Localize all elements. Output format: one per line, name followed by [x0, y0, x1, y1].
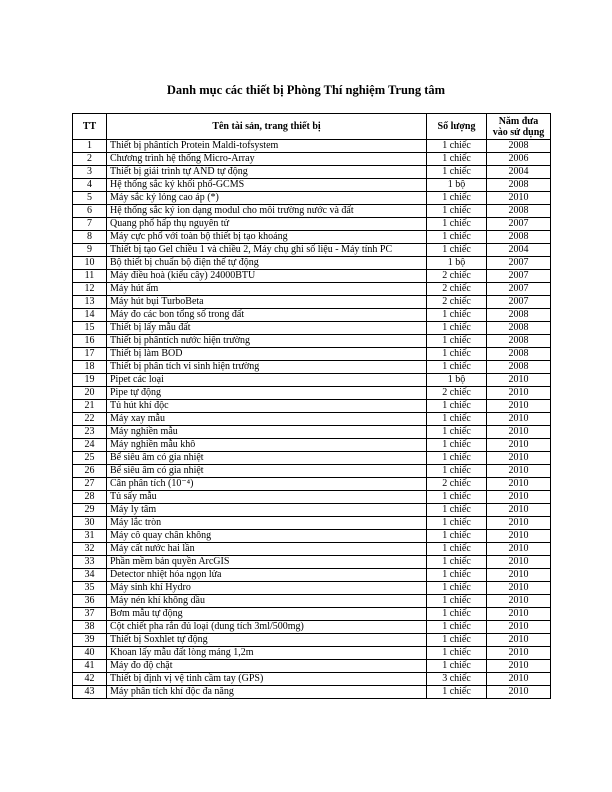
equipment-name-cell: Máy nén khí không dầu — [107, 595, 427, 608]
row-number-cell: 42 — [73, 673, 107, 686]
quantity-cell: 1 chiếc — [427, 660, 487, 673]
equipment-name-cell: Thiết bị giải trình tự AND tự động — [107, 166, 427, 179]
year-cell: 2010 — [487, 634, 551, 647]
year-cell: 2010 — [487, 413, 551, 426]
table-row — [73, 686, 551, 699]
year-cell: 2010 — [487, 491, 551, 504]
table-row — [73, 543, 551, 556]
equipment-name-cell: Bơm mẫu tự động — [107, 608, 427, 621]
quantity-cell: 1 bộ — [427, 179, 487, 192]
row-number-cell: 8 — [73, 231, 107, 244]
year-cell: 2010 — [487, 374, 551, 387]
quantity-cell: 1 chiếc — [427, 504, 487, 517]
year-cell: 2008 — [487, 348, 551, 361]
quantity-cell: 1 chiếc — [427, 543, 487, 556]
equipment-name-cell: Thiết bị lấy mẫu đất — [107, 322, 427, 335]
year-cell: 2008 — [487, 205, 551, 218]
row-number-cell: 16 — [73, 335, 107, 348]
year-cell: 2010 — [487, 608, 551, 621]
year-cell: 2010 — [487, 478, 551, 491]
quantity-cell: 3 chiếc — [427, 673, 487, 686]
year-cell: 2008 — [487, 361, 551, 374]
table-row — [73, 153, 551, 166]
equipment-name-cell: Cột chiết pha rắn đủ loại (dung tích 3ml/500mg) — [107, 621, 427, 634]
row-number-cell: 17 — [73, 348, 107, 361]
equipment-name-cell: Máy cực phổ với toàn bộ thiết bị tạo khoáng — [107, 231, 427, 244]
quantity-cell: 1 chiếc — [427, 582, 487, 595]
equipment-name-cell: Hệ thống sắc ký ion dạng modul cho môi trường nước và đất — [107, 205, 427, 218]
table-row — [73, 595, 551, 608]
header-year-line2: vào sử dụng — [492, 126, 545, 138]
equipment-name-cell: Phần mềm bản quyền ArcGIS — [107, 556, 427, 569]
row-number-cell: 43 — [73, 686, 107, 699]
table-row — [73, 569, 551, 582]
table-row — [73, 348, 551, 361]
year-cell: 2010 — [487, 569, 551, 582]
table-row — [73, 231, 551, 244]
year-cell: 2010 — [487, 647, 551, 660]
quantity-cell: 1 chiếc — [427, 452, 487, 465]
table-row — [73, 270, 551, 283]
year-cell: 2004 — [487, 166, 551, 179]
quantity-cell: 1 chiếc — [427, 140, 487, 153]
row-number-cell: 19 — [73, 374, 107, 387]
year-cell: 2010 — [487, 686, 551, 699]
year-cell: 2010 — [487, 660, 551, 673]
year-cell: 2010 — [487, 543, 551, 556]
table-row — [73, 283, 551, 296]
document-title: Danh mục các thiết bị Phòng Thí nghiệm Trung tâm — [166, 83, 446, 97]
equipment-name-cell: Máy lắc tròn — [107, 517, 427, 530]
table-row — [73, 192, 551, 205]
row-number-cell: 26 — [73, 465, 107, 478]
year-cell: 2004 — [487, 244, 551, 257]
quantity-cell: 1 chiếc — [427, 348, 487, 361]
equipment-name-cell: Khoan lấy mẫu đất lòng máng 1,2m — [107, 647, 427, 660]
row-number-cell: 39 — [73, 634, 107, 647]
table-row — [73, 374, 551, 387]
year-cell: 2007 — [487, 270, 551, 283]
equipment-name-cell: Máy cất nước hai lần — [107, 543, 427, 556]
year-cell: 2010 — [487, 517, 551, 530]
header-year-line1: Năm đưa — [498, 115, 539, 127]
row-number-cell: 20 — [73, 387, 107, 400]
row-number-cell: 28 — [73, 491, 107, 504]
row-number-cell: 1 — [73, 140, 107, 153]
table-header-row — [73, 114, 551, 140]
table-row — [73, 439, 551, 452]
quantity-cell: 1 chiếc — [427, 634, 487, 647]
table-row — [73, 491, 551, 504]
row-number-cell: 6 — [73, 205, 107, 218]
quantity-cell: 1 chiếc — [427, 621, 487, 634]
year-cell: 2010 — [487, 621, 551, 634]
equipment-name-cell: Tủ sấy mẫu — [107, 491, 427, 504]
quantity-cell: 1 chiếc — [427, 231, 487, 244]
table-row — [73, 296, 551, 309]
equipment-name-cell: Thiết bị phântích nước hiện trường — [107, 335, 427, 348]
quantity-cell: 2 chiếc — [427, 283, 487, 296]
equipment-name-cell: Bể siêu âm có gia nhiệt — [107, 465, 427, 478]
row-number-cell: 24 — [73, 439, 107, 452]
table-row — [73, 426, 551, 439]
table-row — [73, 335, 551, 348]
table-row — [73, 257, 551, 270]
table-row — [73, 660, 551, 673]
year-cell: 2008 — [487, 231, 551, 244]
quantity-cell: 1 chiếc — [427, 686, 487, 699]
table-row — [73, 218, 551, 231]
equipment-name-cell: Máy hút ẩm — [107, 283, 427, 296]
header-year — [487, 114, 551, 140]
row-number-cell: 36 — [73, 595, 107, 608]
equipment-name-cell: Bể siêu âm có gia nhiệt — [107, 452, 427, 465]
year-cell: 2007 — [487, 296, 551, 309]
year-cell: 2010 — [487, 387, 551, 400]
year-cell: 2007 — [487, 257, 551, 270]
year-cell: 2008 — [487, 140, 551, 153]
year-cell: 2008 — [487, 309, 551, 322]
row-number-cell: 30 — [73, 517, 107, 530]
table-row — [73, 179, 551, 192]
table-row — [73, 465, 551, 478]
equipment-name-cell: Máy cô quay chân không — [107, 530, 427, 543]
table-row — [73, 621, 551, 634]
row-number-cell: 23 — [73, 426, 107, 439]
quantity-cell: 2 chiếc — [427, 387, 487, 400]
quantity-cell: 2 chiếc — [427, 478, 487, 491]
table-row — [73, 387, 551, 400]
table-row — [73, 478, 551, 491]
equipment-name-cell: Pipe tự động — [107, 387, 427, 400]
equipment-name-cell: Tủ hút khí độc — [107, 400, 427, 413]
equipment-name-cell: Cân phân tích (10⁻⁴) — [107, 478, 427, 491]
row-number-cell: 9 — [73, 244, 107, 257]
equipment-name-cell: Thiết bị phântích Protein Maldi-tofsystem — [107, 140, 427, 153]
table-row — [73, 205, 551, 218]
quantity-cell: 1 chiếc — [427, 426, 487, 439]
quantity-cell: 1 chiếc — [427, 309, 487, 322]
quantity-cell: 2 chiếc — [427, 296, 487, 309]
quantity-cell: 1 chiếc — [427, 413, 487, 426]
row-number-cell: 25 — [73, 452, 107, 465]
row-number-cell: 35 — [73, 582, 107, 595]
row-number-cell: 31 — [73, 530, 107, 543]
year-cell: 2008 — [487, 179, 551, 192]
row-number-cell: 37 — [73, 608, 107, 621]
row-number-cell: 32 — [73, 543, 107, 556]
equipment-name-cell: Bộ thiết bị chuẩn bộ điện thế tự động — [107, 257, 427, 270]
quantity-cell: 1 chiếc — [427, 166, 487, 179]
row-number-cell: 38 — [73, 621, 107, 634]
table-row — [73, 140, 551, 153]
header-tt: TT — [73, 114, 107, 140]
quantity-cell: 1 chiếc — [427, 465, 487, 478]
quantity-cell: 1 chiếc — [427, 218, 487, 231]
row-number-cell: 15 — [73, 322, 107, 335]
quantity-cell: 2 chiếc — [427, 270, 487, 283]
table-row — [73, 608, 551, 621]
row-number-cell: 22 — [73, 413, 107, 426]
year-cell: 2010 — [487, 504, 551, 517]
row-number-cell: 41 — [73, 660, 107, 673]
quantity-cell: 1 chiếc — [427, 400, 487, 413]
quantity-cell: 1 chiếc — [427, 205, 487, 218]
row-number-cell: 21 — [73, 400, 107, 413]
table-row — [73, 413, 551, 426]
equipment-name-cell: Máy hút bụi TurboBeta — [107, 296, 427, 309]
equipment-name-cell: Máy xay mẫu — [107, 413, 427, 426]
equipment-name-cell: Máy nghiền mẫu khô — [107, 439, 427, 452]
row-number-cell: 5 — [73, 192, 107, 205]
table-row — [73, 361, 551, 374]
equipment-name-cell: Hệ thống sắc ký khối phổ-GCMS — [107, 179, 427, 192]
quantity-cell: 1 chiếc — [427, 439, 487, 452]
table-row — [73, 309, 551, 322]
quantity-cell: 1 chiếc — [427, 569, 487, 582]
row-number-cell: 7 — [73, 218, 107, 231]
row-number-cell: 14 — [73, 309, 107, 322]
equipment-name-cell: Máy sắc ký lỏng cao áp (*) — [107, 192, 427, 205]
quantity-cell: 1 chiếc — [427, 192, 487, 205]
table-row — [73, 517, 551, 530]
row-number-cell: 2 — [73, 153, 107, 166]
quantity-cell: 1 chiếc — [427, 530, 487, 543]
year-cell: 2010 — [487, 465, 551, 478]
table-row — [73, 166, 551, 179]
header-name: Tên tài sản, trang thiết bị — [107, 114, 427, 140]
quantity-cell: 1 chiếc — [427, 556, 487, 569]
year-cell: 2008 — [487, 335, 551, 348]
quantity-cell: 1 chiếc — [427, 517, 487, 530]
quantity-cell: 1 chiếc — [427, 335, 487, 348]
row-number-cell: 34 — [73, 569, 107, 582]
row-number-cell: 40 — [73, 647, 107, 660]
equipment-name-cell: Chương trình hệ thống Micro-Array — [107, 153, 427, 166]
equipment-name-cell: Thiết bị định vị vệ tinh cầm tay (GPS) — [107, 673, 427, 686]
row-number-cell: 33 — [73, 556, 107, 569]
equipment-name-cell: Máy điều hoà (kiểu cây) 24000BTU — [107, 270, 427, 283]
table-row — [73, 556, 551, 569]
equipment-name-cell: Máy đo các bon tổng số trong đất — [107, 309, 427, 322]
year-cell: 2007 — [487, 218, 551, 231]
quantity-cell: 1 chiếc — [427, 322, 487, 335]
equipment-name-cell: Thiết bị tạo Gel chiều 1 và chiều 2, Máy chụ ghi số liệu - Máy tính PC — [107, 244, 427, 257]
year-cell: 2006 — [487, 153, 551, 166]
year-cell: 2010 — [487, 595, 551, 608]
quantity-cell: 1 chiếc — [427, 647, 487, 660]
year-cell: 2010 — [487, 439, 551, 452]
year-cell: 2010 — [487, 426, 551, 439]
quantity-cell: 1 bộ — [427, 374, 487, 387]
equipment-name-cell: Thiết bị phân tích vi sinh hiện trường — [107, 361, 427, 374]
equipment-name-cell: Máy đo độ chặt — [107, 660, 427, 673]
table-row — [73, 582, 551, 595]
equipment-name-cell: Máy phân tích khí độc đa năng — [107, 686, 427, 699]
equipment-name-cell: Máy nghiền mẫu — [107, 426, 427, 439]
quantity-cell: 1 chiếc — [427, 595, 487, 608]
year-cell: 2008 — [487, 322, 551, 335]
year-cell: 2010 — [487, 452, 551, 465]
table-body — [73, 140, 551, 699]
row-number-cell: 27 — [73, 478, 107, 491]
table-row — [73, 634, 551, 647]
quantity-cell: 1 bộ — [427, 257, 487, 270]
table-row — [73, 322, 551, 335]
quantity-cell: 1 chiếc — [427, 244, 487, 257]
year-cell: 2010 — [487, 530, 551, 543]
row-number-cell: 4 — [73, 179, 107, 192]
row-number-cell: 3 — [73, 166, 107, 179]
equipment-name-cell: Pipet các loại — [107, 374, 427, 387]
quantity-cell: 1 chiếc — [427, 608, 487, 621]
row-number-cell: 10 — [73, 257, 107, 270]
row-number-cell: 18 — [73, 361, 107, 374]
quantity-cell: 1 chiếc — [427, 153, 487, 166]
year-cell: 2010 — [487, 673, 551, 686]
equipment-table — [72, 113, 551, 699]
table-row — [73, 452, 551, 465]
year-cell: 2010 — [487, 192, 551, 205]
row-number-cell: 29 — [73, 504, 107, 517]
equipment-name-cell: Máy ly tâm — [107, 504, 427, 517]
equipment-name-cell: Thiết bị làm BOD — [107, 348, 427, 361]
table-row — [73, 647, 551, 660]
row-number-cell: 11 — [73, 270, 107, 283]
equipment-name-cell: Máy sinh khí Hydro — [107, 582, 427, 595]
header-qty: Số lượng — [427, 114, 487, 140]
row-number-cell: 13 — [73, 296, 107, 309]
year-cell: 2007 — [487, 283, 551, 296]
year-cell: 2010 — [487, 582, 551, 595]
table-row — [73, 400, 551, 413]
table-row — [73, 673, 551, 686]
quantity-cell: 1 chiếc — [427, 361, 487, 374]
equipment-name-cell: Thiết bị Soxhlet tự động — [107, 634, 427, 647]
quantity-cell: 1 chiếc — [427, 491, 487, 504]
row-number-cell: 12 — [73, 283, 107, 296]
year-cell: 2010 — [487, 400, 551, 413]
table-row — [73, 244, 551, 257]
equipment-name-cell: Detector nhiệt hóa ngọn lửa — [107, 569, 427, 582]
equipment-name-cell: Quang phổ hấp thụ nguyên tử — [107, 218, 427, 231]
table-row — [73, 530, 551, 543]
table-row — [73, 504, 551, 517]
year-cell: 2010 — [487, 556, 551, 569]
